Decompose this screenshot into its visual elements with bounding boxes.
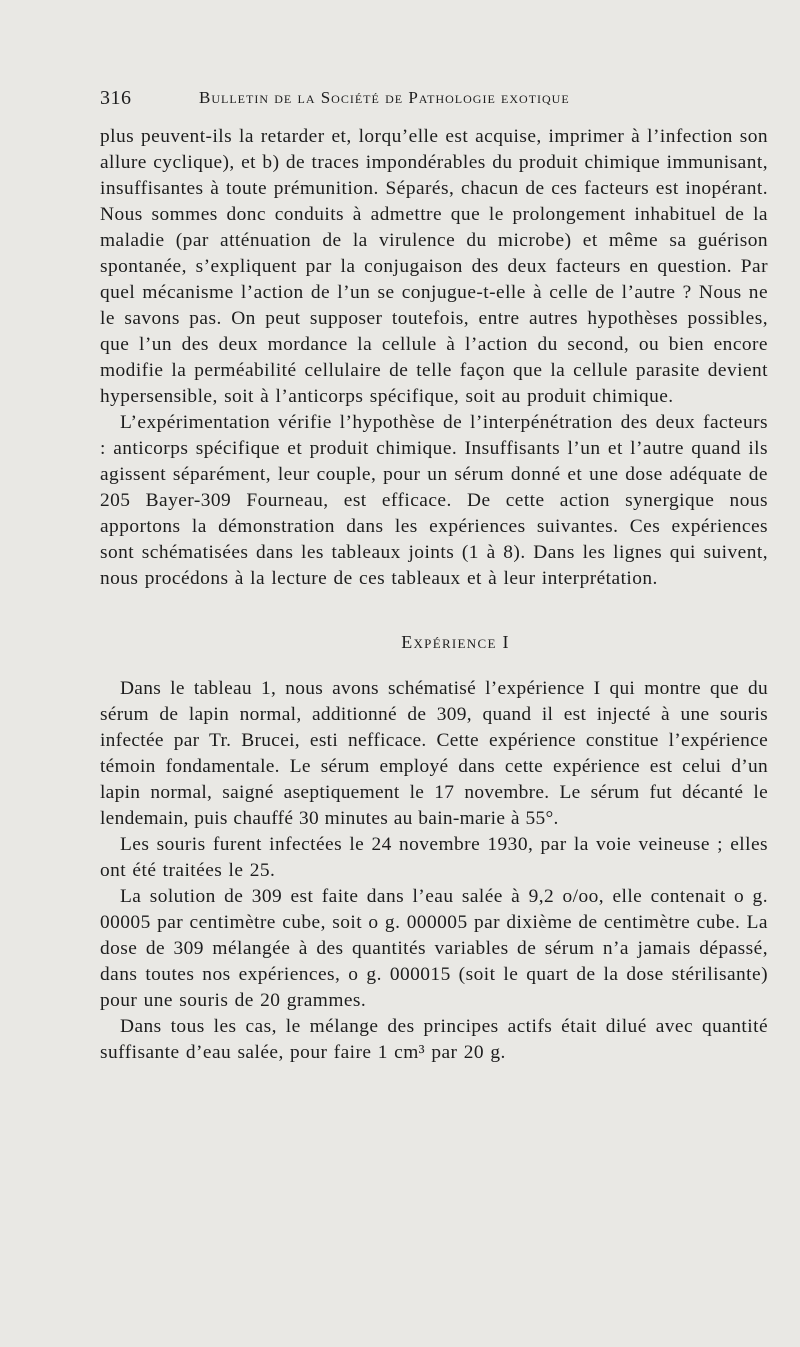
journal-title: Bulletin de la Société de Pathologie exotique — [199, 88, 570, 107]
experience-paragraph-table: Dans le tableau 1, nous avons schématisé l’expérience I qui montre que du sérum de lapin normal, additionné de 309, quand il est injecté à une souris infectée par Tr. Brucei, esti nefficace. Cette expérience constitue l’expérience témoin fondamentale. Le sérum employé dans cette expérience est celui d’un lapin normal, saigné aseptiquement le 17 novembre. Le sérum fut décanté le lendemain, puis chauffé 30 minutes au bain-marie à 55°. — [100, 678, 768, 829]
experience-paragraph-solution: La solution de 309 est faite dans l’eau salée à 9,2 o/oo, elle contenait o g. 00005 par centimètre cube, soit o g. 000005 par dixième de centimètre cube. La dose de 309 mélangée à des quantités variables de sérum n’a jamais dépassé, dans toutes nos expériences, o g. 000015 (soit le quart de la dose stérilisante) pour une souris de 20 grammes. — [100, 886, 768, 1011]
experience-paragraph-infection: Les souris furent infectées le 24 novembre 1930, par la voie veineuse ; elles ont été traitées le 25. — [100, 834, 768, 881]
article-text — [100, 124, 768, 1066]
experience-i-heading: Expérience I — [401, 632, 510, 652]
experiment-intro-paragraph: L’expérimentation vérifie l’hypothèse de l’interpénétration des deux facteurs : anticorps spécifique et produit chimique. Insuffisants l’un et l’autre quand ils agissent séparément, leur couple, pour un sérum donné et une dose adéquate de 205 Bayer-309 Fourneau, est efficace. De cette action synergique nous apportons la démonstration dans les expériences suivantes. Ces expériences sont schématisées dans les tableaux joints (1 à 8). Dans les lignes qui suivent, nous procédons à la lecture de ces tableaux et à leur interprétation. — [100, 412, 768, 589]
page-number: 316 — [100, 87, 132, 109]
running-head — [100, 82, 768, 112]
section-heading — [100, 632, 768, 653]
continued-paragraph: plus peuvent-ils la retarder et, lorqu’elle est acquise, imprimer à l’infection son allure cyclique), et b) de traces impondérables du produit chimique immunisant, insuffisantes à toute prémunition. Séparés, chacun de ces facteurs est inopérant. Nous sommes donc conduits à admettre que le prolongement inhabituel de la maladie (par atténuation de la virulence du microbe) et même sa guérison spontanée, s’expliquent par la conjugaison des deux facteurs en question. Par quel mécanisme l’action de l’un se conjugue-t-elle à celle de l’autre ? Nous ne le savons pas. On peut supposer toutefois, entre autres hypothèses possibles, que l’un des deux mordance la cellule à l’action du second, ou bien encore modifie la perméabilité cellulaire de telle façon que la cellule parasite devient hypersensible, soit à l’anticorps spécifique, soit au produit chimique. — [100, 126, 768, 407]
experience-paragraph-dilution: Dans tous les cas, le mélange des principes actifs était dilué avec quantité suffisante d’eau salée, pour faire 1 cm³ par 20 g. — [100, 1016, 768, 1063]
